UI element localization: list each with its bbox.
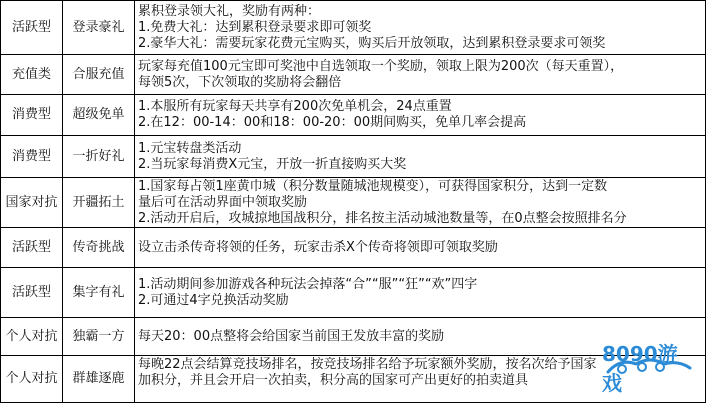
site-watermark [602,342,696,396]
activity-type: 活跃型 [1,1,63,55]
description-line: 量后可在活动界面中领取奖励 [138,195,308,210]
activity-description [135,95,706,136]
table-row [1,55,706,95]
activity-name: 传奇挑战 [63,228,135,268]
activity-type: 活跃型 [1,228,63,268]
description-line: 1.元宝转盘类活动 [138,140,242,156]
table-row [1,1,706,55]
description-line: 累积登录领大礼，奖励有两种： [138,3,321,19]
activity-name: 合服充值 [63,55,135,95]
activity-name: 集字有礼 [63,268,135,318]
activity-name: 登录豪礼 [63,1,135,55]
activity-description [135,136,706,178]
activity-type: 国家对抗 [1,178,63,228]
description-line: 2.可通过4字兑换活动奖励 [138,292,289,308]
activity-name: 超级免单 [63,95,135,136]
activity-description [135,55,706,95]
activity-name: 群雄逐鹿 [63,356,135,403]
table-row [1,356,706,403]
description-line: 每晚22点会结算竞技场排名，按竞技场排名给予玩家额外奖励，按名次给予国家 [138,357,597,372]
description-line: 2.在12：00-14：00和18：00-20：00期间购买，免单几率会提高 [138,115,527,130]
description-line: 1.活动期间参加游戏各种玩法会掉落“合”“服”“狂”“欢”四字 [138,276,478,292]
description-line: 1.免费大礼：达到累积登录要求即可领奖 [138,19,372,35]
activity-type: 个人对抗 [1,318,63,356]
activity-name: 一折好礼 [63,136,135,178]
activity-name: 开疆拓土 [63,178,135,228]
activity-type: 个人对抗 [1,356,63,403]
activity-type: 活跃型 [1,268,63,318]
table-row [1,228,706,268]
description-line: 2.活动开启后，攻城掠地国战积分，排名按主活动城池数量等，在0点整会按照排名分 [138,211,627,226]
activity-type: 充值类 [1,55,63,95]
activity-description [135,228,706,268]
table-row [1,95,706,136]
activity-type: 消费型 [1,136,63,178]
table-row [1,178,706,228]
activity-description [135,178,706,228]
description-line: 2.当玩家每消费X元宝，开放一折直接购买大奖 [138,156,407,172]
logo-text: 8090游戏 [602,342,678,395]
table-row [1,136,706,178]
description-line: 每领5次，下次领取的奖励将会翻倍 [138,74,342,90]
activity-description [135,268,706,318]
description-line: 1.国家每占领1座黄巾城（积分数量随城池规模变），可获得国家积分，达到一定数 [138,179,608,194]
description-line: 每天20：00点整将会给国家当前国王发放丰富的奖励 [138,328,445,344]
description-line: 1.本服所有玩家每天共享有200次免单机会，24点重置 [138,99,452,114]
activity-type: 消费型 [1,95,63,136]
description-line: 加积分，并且会开启一次拍卖，积分高的国家可产出更好的拍卖道具 [138,373,529,388]
table-row [1,318,706,356]
activity-name: 独霸一方 [63,318,135,356]
clipped-description [138,179,702,226]
activity-description [135,1,706,55]
description-line: 玩家每充值100元宝即可奖池中自选领取一个奖励，领取上限为200次（每天重置）， [138,58,624,74]
description-line: 2.豪华大礼：需要玩家花费元宝购买，购买后开放领取，达到累积登录要求可领奖 [138,35,606,51]
description-line: 设立击杀传奇将领的任务，玩家击杀X个传奇将领即可领取奖励 [138,239,498,255]
table-row [1,268,706,318]
